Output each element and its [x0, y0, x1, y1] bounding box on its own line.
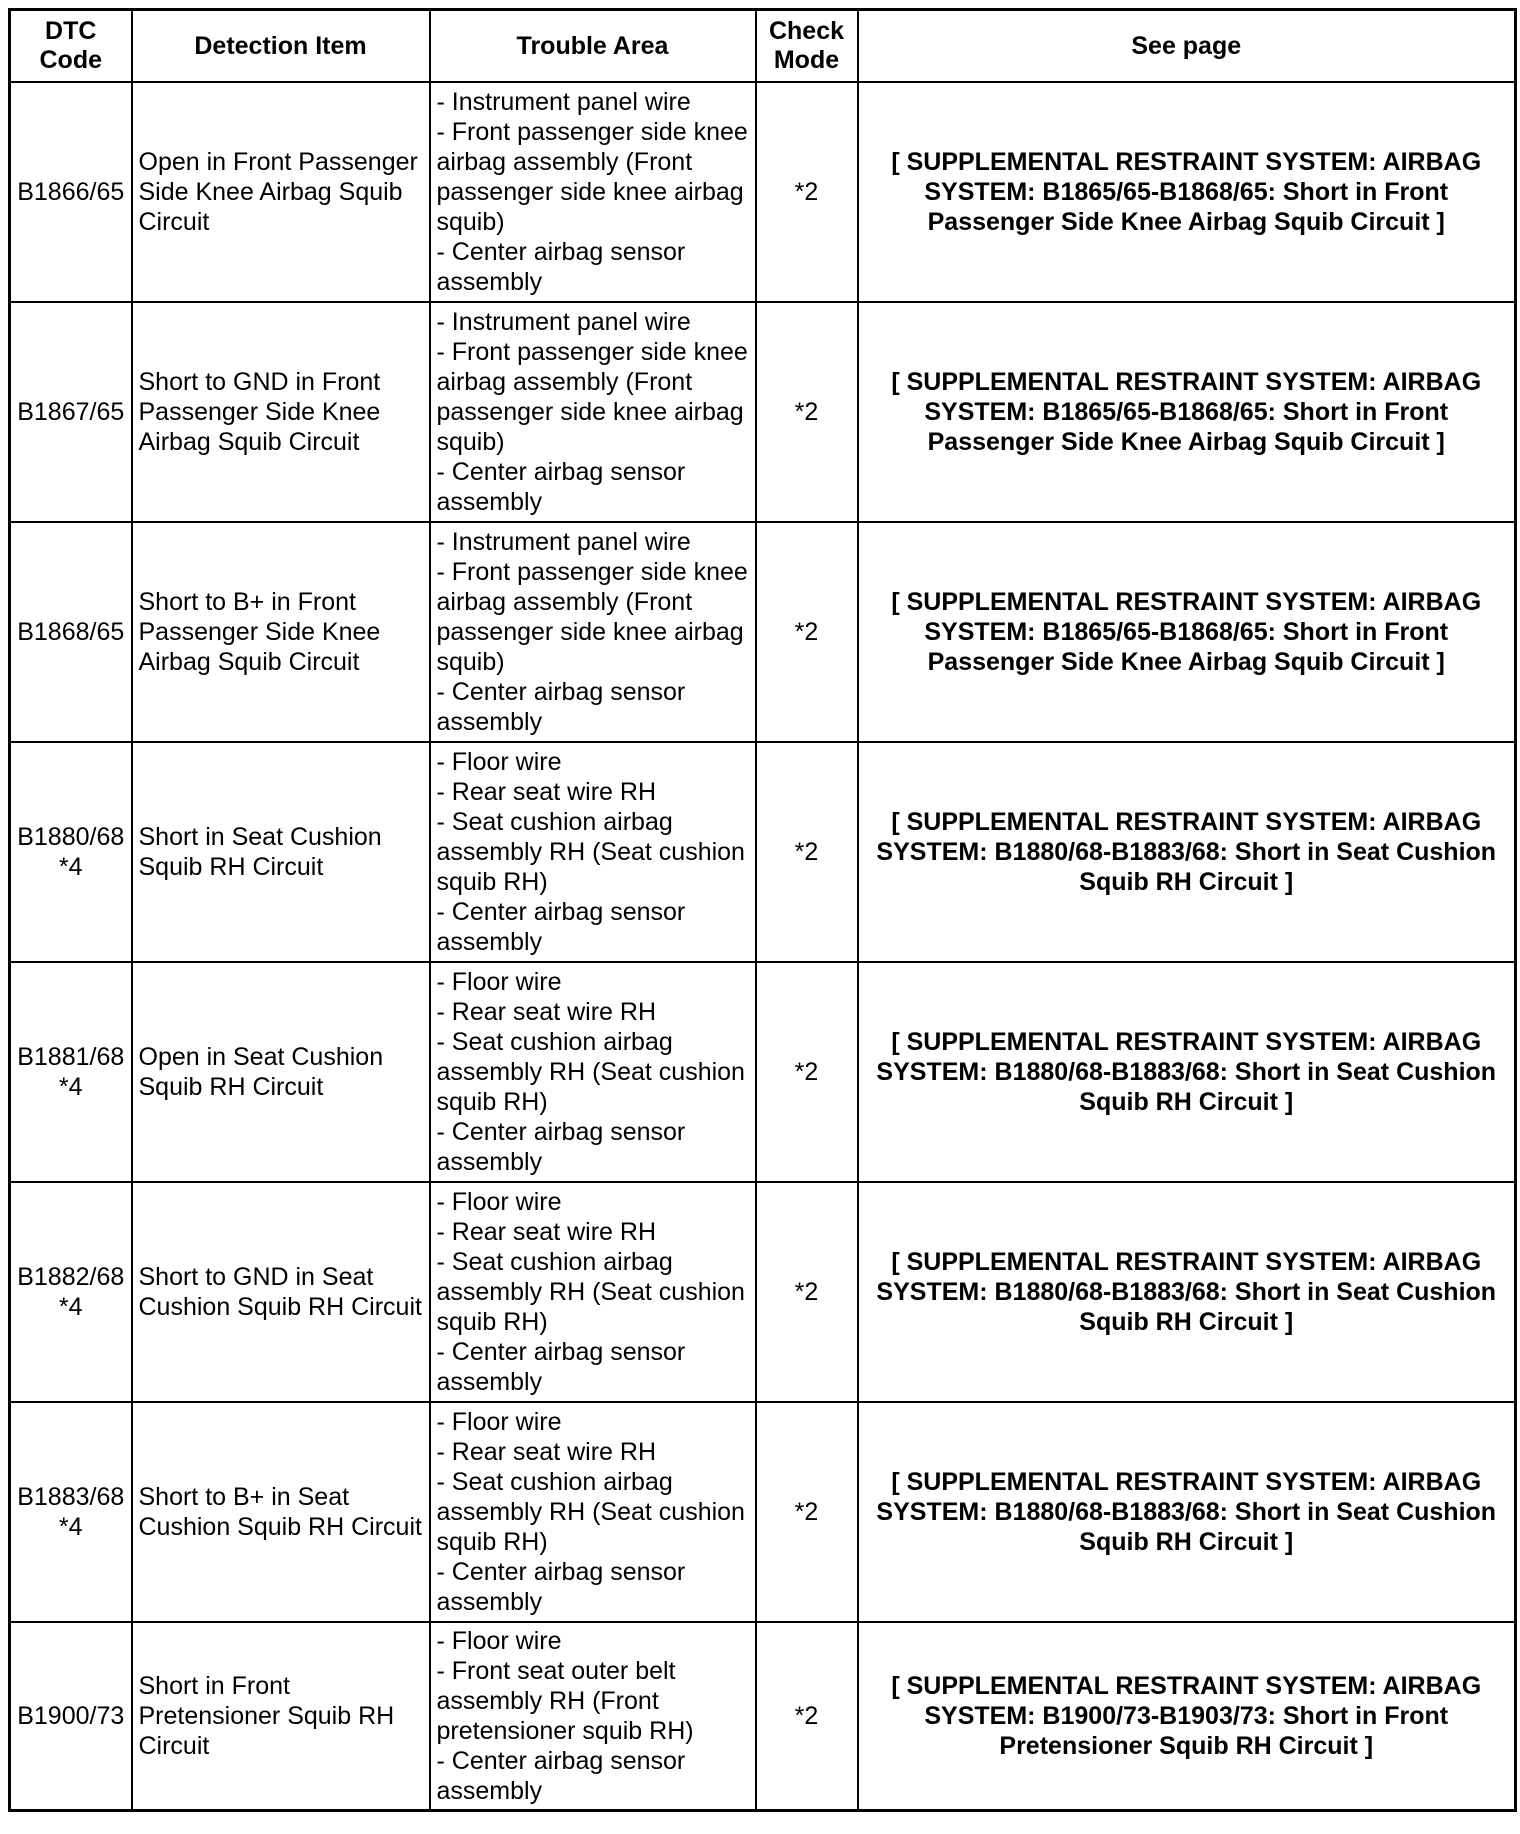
- header-row: [10, 10, 1516, 83]
- check-mode-cell: *2: [756, 302, 858, 522]
- see-page-reference: [ SUPPLEMENTAL RESTRAINT SYSTEM: AIRBAG SYSTEM: B1865/65-B1868/65: Short in Front Passenger Side Knee Airbag Squib Circuit ]: [858, 82, 1516, 302]
- see-page-reference: [ SUPPLEMENTAL RESTRAINT SYSTEM: AIRBAG SYSTEM: B1880/68-B1883/68: Short in Seat Cushion Squib RH Circuit ]: [858, 742, 1516, 962]
- detection-item-cell: Open in Front Passenger Side Knee Airbag Squib Circuit: [132, 82, 430, 302]
- table-row: [10, 1622, 1516, 1811]
- table-row: [10, 1402, 1516, 1622]
- dtc-code: B1866/65: [17, 178, 125, 206]
- dtc-table: [8, 8, 1517, 1812]
- trouble-area-cell: [430, 1182, 756, 1402]
- trouble-area-item: - Floor wire: [436, 748, 562, 776]
- dtc-code-note: *4: [58, 1293, 83, 1321]
- trouble-area-item: - Center airbag sensor assembly: [436, 1558, 686, 1616]
- trouble-area-item: - Seat cushion airbag assembly RH (Seat cushion squib RH): [436, 1028, 745, 1116]
- trouble-area-cell: [430, 302, 756, 522]
- trouble-area-cell: [430, 742, 756, 962]
- dtc-code: B1900/73: [17, 1702, 125, 1730]
- dtc-code-cell: [10, 1182, 132, 1402]
- dtc-code: B1881/68: [17, 1043, 125, 1071]
- see-page-reference: [ SUPPLEMENTAL RESTRAINT SYSTEM: AIRBAG SYSTEM: B1865/65-B1868/65: Short in Front Passenger Side Knee Airbag Squib Circuit ]: [858, 522, 1516, 742]
- dtc-code: B1883/68: [17, 1483, 125, 1511]
- detection-item-cell: Short to GND in Front Passenger Side Knee Airbag Squib Circuit: [132, 302, 430, 522]
- dtc-code-cell: [10, 302, 132, 522]
- see-page-reference: [ SUPPLEMENTAL RESTRAINT SYSTEM: AIRBAG SYSTEM: B1880/68-B1883/68: Short in Seat Cushion Squib RH Circuit ]: [858, 962, 1516, 1182]
- trouble-area-item: - Front passenger side knee airbag assembly (Front passenger side knee airbag squib): [436, 118, 748, 236]
- trouble-area-cell: [430, 522, 756, 742]
- detection-item-cell: Short in Seat Cushion Squib RH Circuit: [132, 742, 430, 962]
- trouble-area-item: - Center airbag sensor assembly: [436, 458, 686, 516]
- dtc-code: B1868/65: [17, 618, 125, 646]
- dtc-code: B1867/65: [17, 398, 125, 426]
- dtc-code-note: *4: [58, 1513, 83, 1541]
- trouble-area-item: - Rear seat wire RH: [436, 1218, 656, 1246]
- table-row: [10, 522, 1516, 742]
- header-detection-item: Detection Item: [132, 10, 430, 83]
- see-page-reference: [ SUPPLEMENTAL RESTRAINT SYSTEM: AIRBAG SYSTEM: B1880/68-B1883/68: Short in Seat Cushion Squib RH Circuit ]: [858, 1402, 1516, 1622]
- dtc-code-cell: [10, 1402, 132, 1622]
- table-row: [10, 1182, 1516, 1402]
- trouble-area-item: - Seat cushion airbag assembly RH (Seat cushion squib RH): [436, 1248, 745, 1336]
- check-mode-cell: *2: [756, 82, 858, 302]
- dtc-code: B1880/68: [17, 823, 125, 851]
- trouble-area-item: - Center airbag sensor assembly: [436, 1747, 686, 1805]
- check-mode-cell: *2: [756, 1622, 858, 1811]
- header-check-mode: Check Mode: [756, 10, 858, 83]
- dtc-code-cell: [10, 742, 132, 962]
- check-mode-cell: *2: [756, 742, 858, 962]
- header-see-page: See page: [858, 10, 1516, 83]
- dtc-code-note: *4: [58, 1073, 83, 1101]
- dtc-code-cell: [10, 1622, 132, 1811]
- trouble-area-item: - Rear seat wire RH: [436, 998, 656, 1026]
- trouble-area-item: - Instrument panel wire: [436, 88, 691, 116]
- see-page-reference: [ SUPPLEMENTAL RESTRAINT SYSTEM: AIRBAG SYSTEM: B1880/68-B1883/68: Short in Seat Cushion Squib RH Circuit ]: [858, 1182, 1516, 1402]
- trouble-area-item: - Center airbag sensor assembly: [436, 1118, 686, 1176]
- check-mode-cell: *2: [756, 962, 858, 1182]
- see-page-reference: [ SUPPLEMENTAL RESTRAINT SYSTEM: AIRBAG SYSTEM: B1865/65-B1868/65: Short in Front Passenger Side Knee Airbag Squib Circuit ]: [858, 302, 1516, 522]
- trouble-area-item: - Floor wire: [436, 968, 562, 996]
- trouble-area-item: - Seat cushion airbag assembly RH (Seat cushion squib RH): [436, 808, 745, 896]
- trouble-area-item: - Center airbag sensor assembly: [436, 678, 686, 736]
- detection-item-cell: Short to B+ in Seat Cushion Squib RH Circuit: [132, 1402, 430, 1622]
- trouble-area-item: - Instrument panel wire: [436, 308, 691, 336]
- dtc-code: B1882/68: [17, 1263, 125, 1291]
- detection-item-cell: Short to GND in Seat Cushion Squib RH Circuit: [132, 1182, 430, 1402]
- trouble-area-cell: [430, 1402, 756, 1622]
- check-mode-cell: *2: [756, 1402, 858, 1622]
- trouble-area-item: - Rear seat wire RH: [436, 1438, 656, 1466]
- dtc-code-note: *4: [58, 853, 83, 881]
- trouble-area-item: - Floor wire: [436, 1408, 562, 1436]
- trouble-area-item: - Instrument panel wire: [436, 528, 691, 556]
- trouble-area-item: - Front passenger side knee airbag assembly (Front passenger side knee airbag squib): [436, 338, 748, 456]
- trouble-area-item: - Center airbag sensor assembly: [436, 898, 686, 956]
- table-row: [10, 962, 1516, 1182]
- trouble-area-item: - Front seat outer belt assembly RH (Front pretensioner squib RH): [436, 1657, 694, 1745]
- check-mode-cell: *2: [756, 1182, 858, 1402]
- trouble-area-item: - Center airbag sensor assembly: [436, 1338, 686, 1396]
- see-page-reference: [ SUPPLEMENTAL RESTRAINT SYSTEM: AIRBAG SYSTEM: B1900/73-B1903/73: Short in Front Pretensioner Squib RH Circuit ]: [858, 1622, 1516, 1811]
- detection-item-cell: Open in Seat Cushion Squib RH Circuit: [132, 962, 430, 1182]
- trouble-area-item: - Seat cushion airbag assembly RH (Seat cushion squib RH): [436, 1468, 745, 1556]
- table-row: [10, 302, 1516, 522]
- trouble-area-cell: [430, 82, 756, 302]
- trouble-area-cell: [430, 962, 756, 1182]
- dtc-code-cell: [10, 522, 132, 742]
- table-row: [10, 742, 1516, 962]
- trouble-area-item: - Center airbag sensor assembly: [436, 238, 686, 296]
- dtc-code-cell: [10, 962, 132, 1182]
- header-dtc-code: DTC Code: [10, 10, 132, 83]
- header-trouble-area: Trouble Area: [430, 10, 756, 83]
- trouble-area-item: - Floor wire: [436, 1627, 562, 1655]
- check-mode-cell: *2: [756, 522, 858, 742]
- dtc-code-cell: [10, 82, 132, 302]
- detection-item-cell: Short to B+ in Front Passenger Side Knee Airbag Squib Circuit: [132, 522, 430, 742]
- trouble-area-cell: [430, 1622, 756, 1811]
- trouble-area-item: - Floor wire: [436, 1188, 562, 1216]
- trouble-area-item: - Front passenger side knee airbag assembly (Front passenger side knee airbag squib): [436, 558, 748, 676]
- detection-item-cell: Short in Front Pretensioner Squib RH Circuit: [132, 1622, 430, 1811]
- table-row: [10, 82, 1516, 302]
- trouble-area-item: - Rear seat wire RH: [436, 778, 656, 806]
